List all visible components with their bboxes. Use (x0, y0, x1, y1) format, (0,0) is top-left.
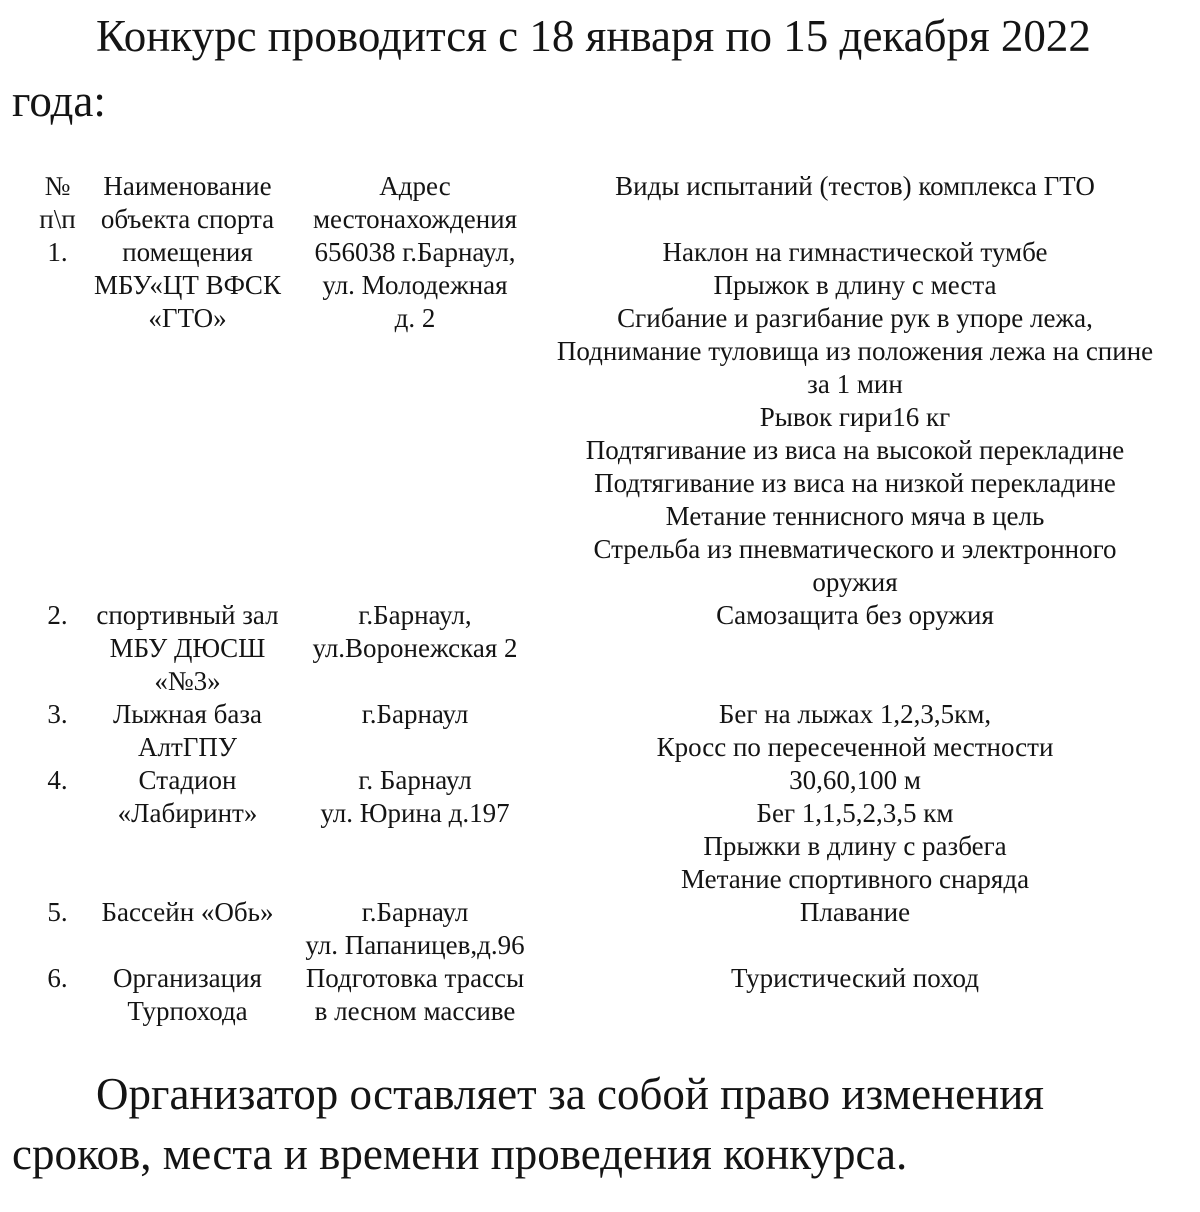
text-line: Организация (113, 963, 262, 993)
cell-tests (540, 764, 1170, 896)
table-row (30, 764, 1170, 896)
cell-tests (540, 962, 1170, 1028)
cell-address (290, 962, 540, 1028)
header-line: п\п (39, 204, 76, 234)
row-number: 3. (47, 699, 68, 729)
row-number: 4. (47, 765, 68, 795)
row-number: 2. (47, 600, 68, 630)
cell-number (30, 698, 85, 764)
text-line: Подтягивание из виса на высокой перекладине (585, 435, 1125, 465)
header-line: объекта спорта (100, 204, 275, 234)
table-header-row (30, 170, 1170, 236)
cell-address (290, 236, 540, 599)
text-line: Лыжная база (112, 699, 263, 729)
cell-tests (540, 599, 1170, 698)
header-line: местонахождения (312, 204, 518, 234)
footer-line: Организатор оставляет за собой право изменения (96, 1069, 1045, 1119)
text-line: «№3» (154, 666, 221, 696)
col-header-object-name (85, 170, 290, 236)
header-line: Наименование (103, 171, 272, 201)
table-header (30, 170, 1170, 236)
text-line: МБУ«ЦТ ВФСК (94, 270, 281, 300)
text-line: Самозащита без оружия (716, 600, 994, 630)
text-line: 30,60,100 м (789, 765, 921, 795)
col-header-number (30, 170, 85, 236)
text-line: Подготовка трассы (305, 963, 525, 993)
text-line: Поднимание туловища из положения лежа на спине (556, 336, 1154, 366)
table-row (30, 962, 1170, 1028)
text-line: помещения (122, 237, 253, 267)
cell-object-name (85, 599, 290, 698)
text-line: г. Барнаул (358, 765, 472, 795)
text-line: за 1 мин (807, 369, 903, 399)
text-line: Плавание (799, 897, 911, 927)
text-line: оружия (812, 567, 898, 597)
header-line: № (44, 171, 71, 201)
cell-number (30, 236, 85, 599)
cell-object-name (85, 764, 290, 896)
text-line: Бег 1,1,5,2,3,5 км (756, 798, 954, 828)
intro-line: Конкурс проводится с 18 января по 15 декабря 2022 (96, 11, 1091, 61)
cell-address (290, 698, 540, 764)
text-line: Кросс по пересеченной местности (656, 732, 1054, 762)
cell-object-name (85, 962, 290, 1028)
sports-objects-table (30, 170, 1170, 1028)
cell-address (290, 896, 540, 962)
cell-number (30, 764, 85, 896)
table-row (30, 599, 1170, 698)
text-line: Бассейн «Обь» (101, 897, 274, 927)
text-line: ул. Молодежная (322, 270, 508, 300)
cell-address (290, 764, 540, 896)
text-line: ул. Юрина д.197 (320, 798, 510, 828)
text-line: Туристический поход (730, 963, 980, 993)
text-line: Прыжок в длину с места (713, 270, 997, 300)
intro-paragraph (0, 0, 1200, 134)
text-line: ул. Папаницев,д.96 (305, 930, 525, 960)
footer-line: сроков, места и времени проведения конкурса. (12, 1129, 908, 1179)
cell-number (30, 962, 85, 1028)
cell-object-name (85, 896, 290, 962)
text-line: «ГТО» (148, 303, 227, 333)
row-number: 1. (47, 237, 68, 267)
text-line: в лесном массиве (314, 996, 516, 1026)
table-row (30, 236, 1170, 599)
text-line: д. 2 (394, 303, 436, 333)
text-line: Подтягивание из виса на низкой перекладине (594, 468, 1116, 498)
text-line: спортивный зал (96, 600, 279, 630)
text-line: Сгибание и разгибание рук в упоре лежа, (617, 303, 1093, 333)
cell-object-name (85, 236, 290, 599)
text-line: АлтГПУ (138, 732, 237, 762)
table-body (30, 236, 1170, 1028)
text-line: Рывок гири16 кг (759, 402, 951, 432)
table-row (30, 896, 1170, 962)
footer-paragraph (0, 1064, 1200, 1184)
cell-number (30, 599, 85, 698)
text-line: г.Барнаул (361, 897, 469, 927)
row-number: 5. (47, 897, 68, 927)
text-line: Метание теннисного мяча в цель (665, 501, 1045, 531)
cell-tests (540, 896, 1170, 962)
header-line: Адрес (379, 171, 451, 201)
text-line: ул.Воронежская 2 (312, 633, 518, 663)
text-line: г.Барнаул, (358, 600, 472, 630)
cell-tests (540, 236, 1170, 599)
text-line: 656038 г.Барнаул, (314, 237, 516, 267)
cell-tests (540, 698, 1170, 764)
table-row (30, 698, 1170, 764)
text-line: г.Барнаул (361, 699, 469, 729)
cell-number (30, 896, 85, 962)
text-line: Метание спортивного снаряда (680, 864, 1030, 894)
cell-address (290, 599, 540, 698)
col-header-address (290, 170, 540, 236)
text-line: «Лабиринт» (117, 798, 258, 828)
intro-line: года: (12, 76, 106, 126)
text-line: Прыжки в длину с разбега (703, 831, 1007, 861)
col-header-tests (540, 170, 1170, 236)
text-line: МБУ ДЮСШ (109, 633, 266, 663)
text-line: Турпохода (127, 996, 248, 1026)
text-line: Бег на лыжах 1,2,3,5км, (718, 699, 992, 729)
text-line: Стрельба из пневматического и электронного (593, 534, 1117, 564)
header-line: Виды испытаний (тестов) комплекса ГТО (615, 171, 1095, 201)
text-line: Стадион (138, 765, 237, 795)
row-number: 6. (47, 963, 68, 993)
text-line: Наклон на гимнастической тумбе (662, 237, 1048, 267)
cell-object-name (85, 698, 290, 764)
